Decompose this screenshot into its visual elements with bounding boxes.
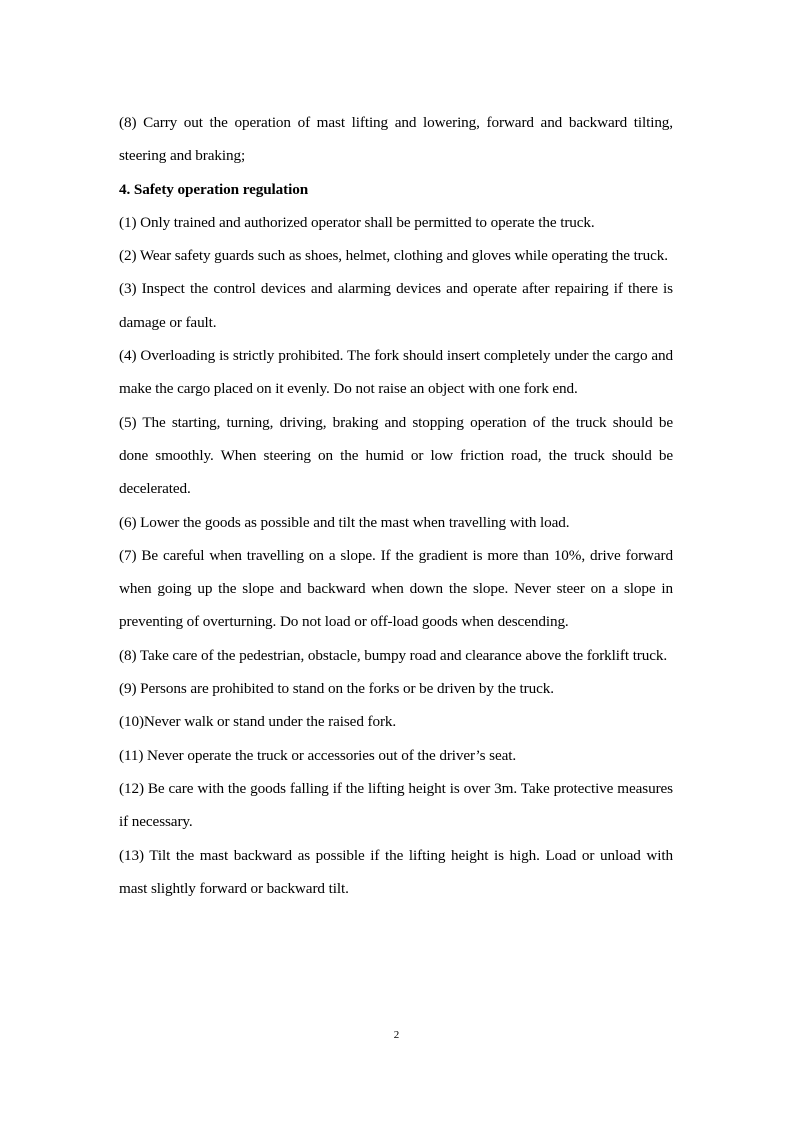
- paragraph-rule-7: (7) Be careful when travelling on a slope. If the gradient is more than 10%, drive forward when going up the slope and backward when down the slope. Never steer on a slope in preventing of overturning. Do not load or off-load goods when descending.: [119, 546, 673, 631]
- paragraph-rule-10: (10)Never walk or stand under the raised fork.: [119, 713, 397, 731]
- paragraph-rule-8: (8) Take care of the pedestrian, obstacle, bumpy road and clearance above the forklift truck.: [119, 646, 668, 664]
- paragraph-rule-3: (3) Inspect the control devices and alarming devices and operate after repairing if there is damage or fault.: [119, 280, 673, 331]
- page-number: 2: [393, 1029, 400, 1041]
- paragraph-rule-1: (1) Only trained and authorized operator shall be permitted to operate the truck.: [119, 213, 595, 231]
- paragraph-rule-9: (9) Persons are prohibited to stand on the forks or be driven by the truck.: [119, 680, 554, 698]
- paragraph-rule-11: (11) Never operate the truck or accessories out of the driver’s seat.: [119, 746, 517, 764]
- paragraph-rule-4: (4) Overloading is strictly prohibited. The fork should insert completely under the cargo and make the cargo placed on it evenly. Do not raise an object with one fork end.: [119, 347, 673, 398]
- section-heading-safety-operation-regulation: 4. Safety operation regulation: [119, 180, 309, 198]
- paragraph-rule-12: (12) Be care with the goods falling if the lifting height is over 3m. Take protective measures if necessary.: [119, 779, 673, 831]
- paragraph-rule-2: (2) Wear safety guards such as shoes, helmet, clothing and gloves while operating the truck.: [119, 247, 668, 265]
- paragraph-rule-5: (5) The starting, turning, driving, braking and stopping operation of the truck should be done smoothly. When steering on the humid or low friction road, the truck should be decelerated.: [119, 413, 673, 498]
- paragraph-rule-13: (13) Tilt the mast backward as possible if the lifting height is high. Load or unload with mast slightly forward or backward tilt.: [119, 846, 673, 897]
- page-body: [119, 106, 673, 905]
- paragraph-operation-item-8: (8) Carry out the operation of mast lifting and lowering, forward and backward tilting, steering and braking;: [119, 114, 673, 165]
- paragraph-rule-6: (6) Lower the goods as possible and tilt the mast when travelling with load.: [119, 513, 570, 531]
